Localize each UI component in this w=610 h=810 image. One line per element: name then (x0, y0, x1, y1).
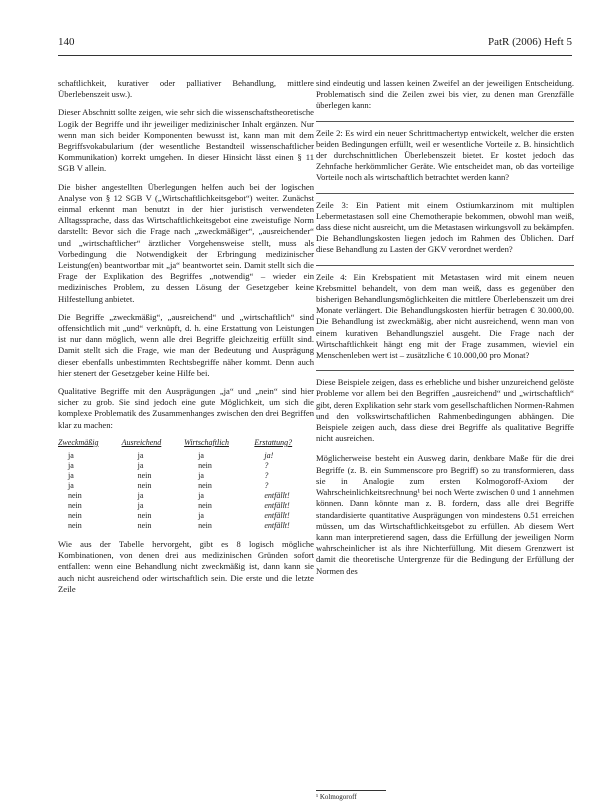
table-cell: nein (198, 520, 212, 530)
table-cell: nein (68, 510, 82, 520)
table-cell: nein (137, 480, 152, 490)
table-cell: ja (137, 460, 144, 470)
left-column (58, 78, 314, 602)
table-cell: nein (68, 490, 82, 500)
footnote-rule (316, 790, 386, 791)
table-cell: ja (68, 450, 74, 460)
right-paragraph: Zeile 3: Ein Patient mit einem Ostiumkarzinom mit multiplen Lebermetastasen soll eine Chemotherapie bekommen, obwohl man weiß, dass diese nicht ausreicht, um die Metastasen wirkungsvoll zu bekämpfen. Die Behandlungskosten liegen jedoch im Rahmen des Üblichen. Darf diese Behandlung zu Lasten der GKV verordnet werden? (316, 199, 574, 255)
table-cell: ? (264, 460, 269, 470)
table-row (58, 461, 314, 471)
table-row (58, 521, 314, 531)
table-cell: nein (198, 460, 212, 470)
header-rule (58, 55, 572, 56)
table-row (58, 451, 314, 461)
section-divider (316, 265, 574, 266)
right-column (316, 78, 574, 586)
table-cell: ja (137, 490, 144, 500)
table-cell: ja (137, 450, 144, 460)
left-paragraph: Die bisher angestellten Überlegungen helfen auch bei der logischen Analyse von § 12 SGB V („Wirtschaftlichkeitsgebot“) weiter. Zunächst einmal erkennt man benutzt in der hier juristisch verwendeten Alltagssprache, dass das Wirtschaftlichkeitsgebot eine zweistufige Norm darstellt: Bevor sich die Frage nach „zweckmäßiger“, „ausreichender“ und „wirtschaftlicher“ ärztlicher Vorgehensweise stellt, muss als Vorbedingung die Notwendigkeit der Erbringung medizinischer Leistung(en) beantwortbar mit „ja“ beantwortet sein. Damit stellt sich die Frage der Explikation des Begriffes „notwendig“ – wieder ein medizinisches Problem, zu dessen Lösung der Gesetzgeber keine Hilfestellung anbietet. (58, 181, 314, 304)
table-cell: nein (198, 480, 212, 490)
table-cell: nein (198, 500, 212, 510)
table-row (58, 501, 314, 511)
table-cell: ja (68, 460, 74, 470)
footnote: ¹ Kolmogoroff (316, 793, 357, 801)
table-cell: entfällt! (264, 520, 290, 530)
table-cell: ja (68, 470, 74, 480)
table-cell: entfällt! (264, 490, 290, 500)
table-row (58, 491, 314, 501)
table-cell: ja (198, 450, 204, 460)
left-paragraph: Wie aus der Tabelle hervorgeht, gibt es 8 logisch mögliche Kombinationen, von denen drei aus medizinischen Gründen sofort entfallen: wenn eine Behandlung nicht zweckmäßig ist, dann kann sie auch nicht ausreichend oder wirtschaftlich sein. Die erste und die letzte Zeile (58, 538, 314, 594)
table-header-row (58, 438, 314, 451)
table-header-cell: Erstattung? (254, 437, 293, 447)
table-row (58, 481, 314, 491)
right-paragraph: Zeile 4: Ein Krebspatient mit Metastasen wird mit einem neuen Krebsmittel behandelt, von dem man weiß, dass es gegenüber den bisherigen Behandlungsmöglichkeiten die mittlere Überlebenszeit um drei Monate verlängert. Die Behandlungskosten hierfür betragen € 30.000,00. Die Behandlung ist zweckmäßig, aber nicht ausreichend, wenn man von einem kurativen Behandlungsziel ausgeht. Die Frage nach der Wirtschaftlichkeit hängt eng mit der Frage zusammen, wieviel ein Menschenleben wert ist – zusätzliche € 10.000,00 pro Monat? (316, 271, 574, 361)
table-header-cell: Ausreichend (121, 437, 162, 447)
page-number: 140 (58, 36, 75, 48)
table-cell: ? (264, 480, 269, 490)
table-cell: nein (68, 500, 82, 510)
right-paragraph: Möglicherweise besteht ein Ausweg darin, denkbare Maße für die drei Begriffe (z. B. ein Summenscore pro Begriff) so zu transformieren, dass sie in Analogie zum ersten Kolmogoroff-Axiom der Wahrscheinlichkeitsrechnung¹ bei noch Werte zwischen 0 und 1 annehmen können. Dann könnte man z. B. fordern, dass alle drei Begriffe standardisierte quantitative Ausprägungen von mindestens 0.51 erreichen müssen, um das Wirtschaftlichkeitsgebot zu erfüllen. Ab diesem Wert kann man interpretierend sagen, dass die Erfüllung der jeweiligen Norm wahrscheinlicher ist als ihre Nichterfüllung. Mit diesem Grenzwert ist damit die theoretische Untergrenze für die Bedingung der Erfüllung der Normen des (316, 453, 574, 576)
table-cell: nein (137, 520, 152, 530)
table-cell: entfällt! (264, 500, 290, 510)
table-cell: ja (198, 510, 204, 520)
table-cell: nein (137, 510, 152, 520)
table-cell: ja! (264, 450, 274, 460)
section-divider (316, 121, 574, 122)
section-divider (316, 370, 574, 371)
section-divider (316, 193, 574, 194)
table-row (58, 511, 314, 521)
table-cell: ja (68, 480, 74, 490)
table-header-cell: Wirtschaftlich (184, 437, 229, 447)
table-cell: entfällt! (264, 510, 290, 520)
left-paragraph: Dieser Abschnitt sollte zeigen, wie sehr sich die wissenschaftstheoretische Logik der Begriffe und ihr jeweiliger medizinischer Inhalt ergänzen. Nur wenn man sich beider Komponenten bewusst ist, kann man mit dem Begriffsvokabularium (der wesentliche Bestandteil wissenschaftlicher Kommunikation) korrekt umgehen. In dieser Hinsicht lässt einen § 11 SGB V allein. (58, 107, 314, 174)
table-cell: nein (68, 520, 82, 530)
table-cell: ja (198, 470, 204, 480)
right-paragraph: sind eindeutig und lassen keinen Zweifel an der jeweiligen Entscheidung. Problematisch sind die Zeilen zwei bis vier, zu denen man Grenzfälle überlegen kann: (316, 78, 574, 111)
table-row (58, 471, 314, 481)
table-cell: ja (137, 500, 144, 510)
left-paragraph: Qualitative Begriffe mit den Ausprägungen „ja“ und „nein“ sind hier sicher zu grob. Sie sind jedoch eine gute Möglichkeit, um sich die komplexe Problematik des Zusammenhanges zwischen den drei Begriffen klar zu machen: (58, 386, 314, 430)
right-paragraph: Diese Beispiele zeigen, dass es erhebliche und bisher unzureichend gelöste Probleme vor allem bei den Begriffen „ausreichend“ und „wirtschaftlich“ gibt, deren Explikation sehr stark vom gesellschaftlichen Normen-Rahmen und den volkswirtschaftlichen Rahmenbedingungen abhängen. Die Beispiele zeigen auch, dass diese drei Begriffe als qualitative Begriffe nicht ausreichen. (316, 377, 574, 444)
table-cell: ? (264, 470, 269, 480)
table-cell: ja (198, 490, 204, 500)
table-header-cell: Zweckmäßig (58, 437, 99, 447)
journal-header: PatR (2006) Heft 5 (487, 36, 572, 48)
table-cell: nein (137, 470, 152, 480)
reimbursement-table (58, 438, 314, 531)
left-paragraph: Die Begriffe „zweckmäßig“, „ausreichend“ und „wirtschaftlich“ sind offensichtlich mit „und“ verknüpft, d. h. eine Erstattung von Leistungen ist nur dann möglich, wenn alle drei Begriffe gleichzeitig erfüllt sind. Damit stellt sich die Frage, wie man der Bedeutung und Ausprägung dieser ebenfalls unbestimmten Rechtsbegriffe näher kommt. Denn auch hier stenert der Gesetzgeber keine Hilfe bei. (58, 311, 314, 378)
left-paragraph: schaftlichkeit, kurativer oder palliativer Behandlung, mittlere Überlebenszeit usw.). (58, 78, 314, 100)
right-paragraph: Zeile 2: Es wird ein neuer Schrittmachertyp entwickelt, welcher die ersten beiden Bedingungen erfüllt, weil er wesentliche Vorteile z. B. hinsichtlich der durchschnittlichen Überlebenszeit bietet. Er kostet jedoch das Zehnfache herkömmlicher Geräte. Wie entscheidet man, ob das vorteilige Vorteile noch als wirtschaftlich betrachtet werden kann? (316, 127, 574, 183)
